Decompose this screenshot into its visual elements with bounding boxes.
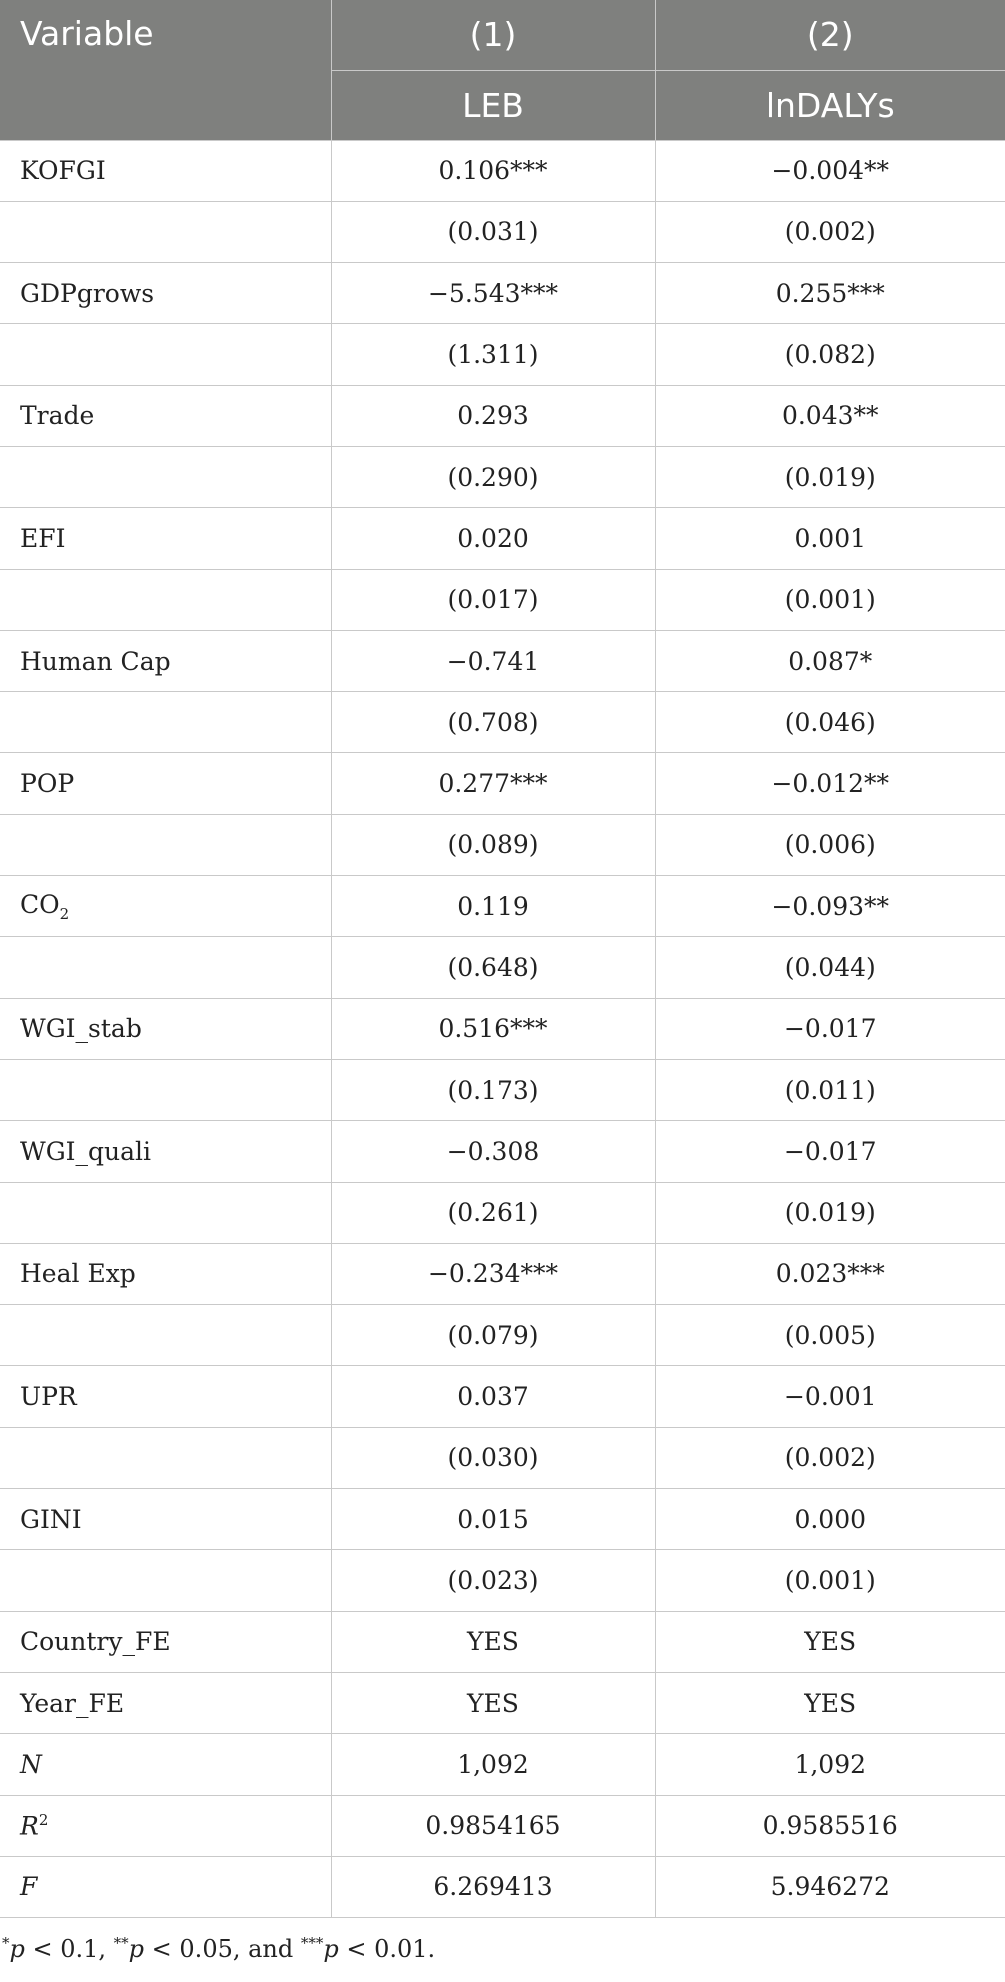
col2-value-cell: (0.044) [655, 937, 1005, 998]
variable-cell [0, 1243, 331, 1304]
variable-name: CO [20, 889, 60, 919]
col1-value-cell: (0.261) [331, 1182, 655, 1243]
col1-value-cell: (1.311) [331, 324, 655, 385]
table-row [0, 876, 1005, 937]
table-header [0, 0, 1005, 140]
table-row [0, 630, 1005, 691]
variable-name: Heal Exp [20, 1259, 136, 1289]
col1-value-cell: (0.290) [331, 446, 655, 507]
table-row [0, 1856, 1005, 1917]
col2-value-cell: (0.019) [655, 1182, 1005, 1243]
col2-value-cell: (0.002) [655, 1427, 1005, 1488]
table-row [0, 1489, 1005, 1550]
variable-name: GINI [20, 1504, 82, 1534]
table-row [0, 937, 1005, 998]
table-row [0, 1550, 1005, 1611]
col1-value-cell: (0.089) [331, 814, 655, 875]
footnote-text-3: < 0.01. [338, 1935, 436, 1963]
table-body [0, 140, 1005, 1918]
col1-number-header: (1) [331, 0, 655, 70]
table-row [0, 1366, 1005, 1427]
variable-cell [0, 1550, 331, 1611]
variable-cell [0, 140, 331, 201]
col2-value-cell: (0.011) [655, 1059, 1005, 1120]
col2-number-header: (2) [655, 0, 1005, 70]
col2-value-cell: 0.9585516 [655, 1795, 1005, 1856]
footnote-p-1: p [9, 1935, 25, 1963]
col2-value-cell: −0.001 [655, 1366, 1005, 1427]
col2-value-cell: −0.017 [655, 1121, 1005, 1182]
variable-name: UPR [20, 1382, 77, 1412]
col2-value-cell: 0.023*** [655, 1243, 1005, 1304]
col2-value-cell: 0.043** [655, 385, 1005, 446]
footnote-p-3: p [323, 1935, 339, 1963]
footnote-p-2: p [128, 1935, 145, 1963]
variable-cell [0, 1672, 331, 1733]
col2-value-cell: (0.001) [655, 1550, 1005, 1611]
col1-value-cell: 0.277*** [331, 753, 655, 814]
table-row [0, 385, 1005, 446]
col2-value-cell: 0.087* [655, 630, 1005, 691]
table-row [0, 324, 1005, 385]
table-row [0, 508, 1005, 569]
table-row [0, 1305, 1005, 1366]
col2-value-cell: YES [655, 1611, 1005, 1672]
table-row [0, 1611, 1005, 1672]
variable-header: Variable [0, 0, 331, 140]
table-row [0, 569, 1005, 630]
variable-cell [0, 692, 331, 753]
variable-name: KOFGI [20, 156, 106, 186]
col1-value-cell: 6.269413 [331, 1856, 655, 1917]
table-row [0, 446, 1005, 507]
table-row [0, 140, 1005, 201]
col1-value-cell: 0.015 [331, 1489, 655, 1550]
table-row [0, 1427, 1005, 1488]
col1-value-cell: 0.516*** [331, 998, 655, 1059]
col2-value-cell: −0.004** [655, 140, 1005, 201]
col1-value-cell: 0.293 [331, 385, 655, 446]
footnote-star-3: *** [300, 1934, 324, 1952]
col1-value-cell: (0.648) [331, 937, 655, 998]
variable-cell [0, 630, 331, 691]
variable-cell [0, 1182, 331, 1243]
variable-name: WGI_quali [20, 1136, 152, 1166]
variable-cell [0, 508, 331, 569]
table-row [0, 1795, 1005, 1856]
table-row [0, 1121, 1005, 1182]
variable-subscript: 2 [59, 904, 70, 923]
col2-value-cell: (0.001) [655, 569, 1005, 630]
table-row [0, 998, 1005, 1059]
col2-value-cell: 0.000 [655, 1489, 1005, 1550]
variable-cell [0, 201, 331, 262]
col2-value-cell: 1,092 [655, 1734, 1005, 1795]
variable-cell [0, 753, 331, 814]
variable-cell [0, 1059, 331, 1120]
table-row [0, 753, 1005, 814]
table-row [0, 1059, 1005, 1120]
variable-cell [0, 263, 331, 324]
col1-value-cell: −0.741 [331, 630, 655, 691]
variable-name: EFI [20, 523, 66, 553]
table-row [0, 1672, 1005, 1733]
variable-cell [0, 1734, 331, 1795]
table-row [0, 263, 1005, 324]
col1-value-cell: −0.308 [331, 1121, 655, 1182]
variable-cell [0, 876, 331, 937]
variable-name: Year_FE [20, 1688, 125, 1718]
col1-value-cell: YES [331, 1672, 655, 1733]
col1-value-cell: (0.030) [331, 1427, 655, 1488]
col1-value-cell: YES [331, 1611, 655, 1672]
footnote-star-2: ** [113, 1934, 129, 1952]
col1-value-cell: 0.037 [331, 1366, 655, 1427]
col2-value-cell: −0.017 [655, 998, 1005, 1059]
col2-value-cell: (0.002) [655, 201, 1005, 262]
variable-cell [0, 569, 331, 630]
variable-cell [0, 814, 331, 875]
table-row [0, 1182, 1005, 1243]
table-row [0, 692, 1005, 753]
variable-name: Trade [20, 401, 95, 431]
col1-value-cell: (0.023) [331, 1550, 655, 1611]
footnote-text-2: < 0.05, and [144, 1935, 301, 1963]
variable-cell [0, 998, 331, 1059]
col2-value-cell: 0.255*** [655, 263, 1005, 324]
col1-value-cell: (0.031) [331, 201, 655, 262]
footnote-star-1: * [2, 1934, 10, 1952]
col1-value-cell: 0.106*** [331, 140, 655, 201]
variable-cell [0, 324, 331, 385]
table-row [0, 1243, 1005, 1304]
variable-name: Human Cap [20, 646, 171, 676]
table-row [0, 814, 1005, 875]
col2-value-cell: 0.001 [655, 508, 1005, 569]
variable-cell [0, 1366, 331, 1427]
significance-footnote [0, 1934, 435, 1963]
variable-cell [0, 1856, 331, 1917]
variable-cell [0, 1611, 331, 1672]
col1-value-cell: 0.119 [331, 876, 655, 937]
table-row [0, 1734, 1005, 1795]
col2-name-header: lnDALYs [655, 70, 1005, 140]
col2-value-cell: 5.946272 [655, 1856, 1005, 1917]
variable-name: POP [20, 769, 75, 799]
variable-name: N [20, 1749, 42, 1779]
col2-value-cell: (0.006) [655, 814, 1005, 875]
col2-value-cell: (0.005) [655, 1305, 1005, 1366]
variable-cell [0, 1489, 331, 1550]
variable-cell [0, 1121, 331, 1182]
col1-value-cell: 0.020 [331, 508, 655, 569]
variable-name: GDPgrows [20, 278, 155, 308]
col2-value-cell: −0.012** [655, 753, 1005, 814]
col1-value-cell: 1,092 [331, 1734, 655, 1795]
footnote-text-1: < 0.1, [24, 1935, 114, 1963]
col2-value-cell: (0.082) [655, 324, 1005, 385]
col1-value-cell: (0.017) [331, 569, 655, 630]
col1-value-cell: (0.708) [331, 692, 655, 753]
col1-value-cell: −5.543*** [331, 263, 655, 324]
variable-cell [0, 1427, 331, 1488]
variable-cell [0, 1305, 331, 1366]
col2-value-cell: (0.019) [655, 446, 1005, 507]
table-row [0, 201, 1005, 262]
col2-value-cell: (0.046) [655, 692, 1005, 753]
col2-value-cell: YES [655, 1672, 1005, 1733]
col1-value-cell: −0.234*** [331, 1243, 655, 1304]
variable-cell [0, 446, 331, 507]
col1-value-cell: (0.079) [331, 1305, 655, 1366]
col1-value-cell: (0.173) [331, 1059, 655, 1120]
col1-value-cell: 0.9854165 [331, 1795, 655, 1856]
variable-name: WGI_stab [20, 1014, 142, 1044]
variable-cell [0, 1795, 331, 1856]
variable-name: F [20, 1872, 38, 1902]
col2-value-cell: −0.093** [655, 876, 1005, 937]
variable-superscript: 2 [38, 1811, 49, 1829]
variable-name: Country_FE [20, 1627, 171, 1657]
variable-cell [0, 937, 331, 998]
col1-name-header: LEB [331, 70, 655, 140]
variable-cell [0, 385, 331, 446]
header-row-1 [0, 0, 1005, 70]
variable-name: R [20, 1811, 39, 1841]
